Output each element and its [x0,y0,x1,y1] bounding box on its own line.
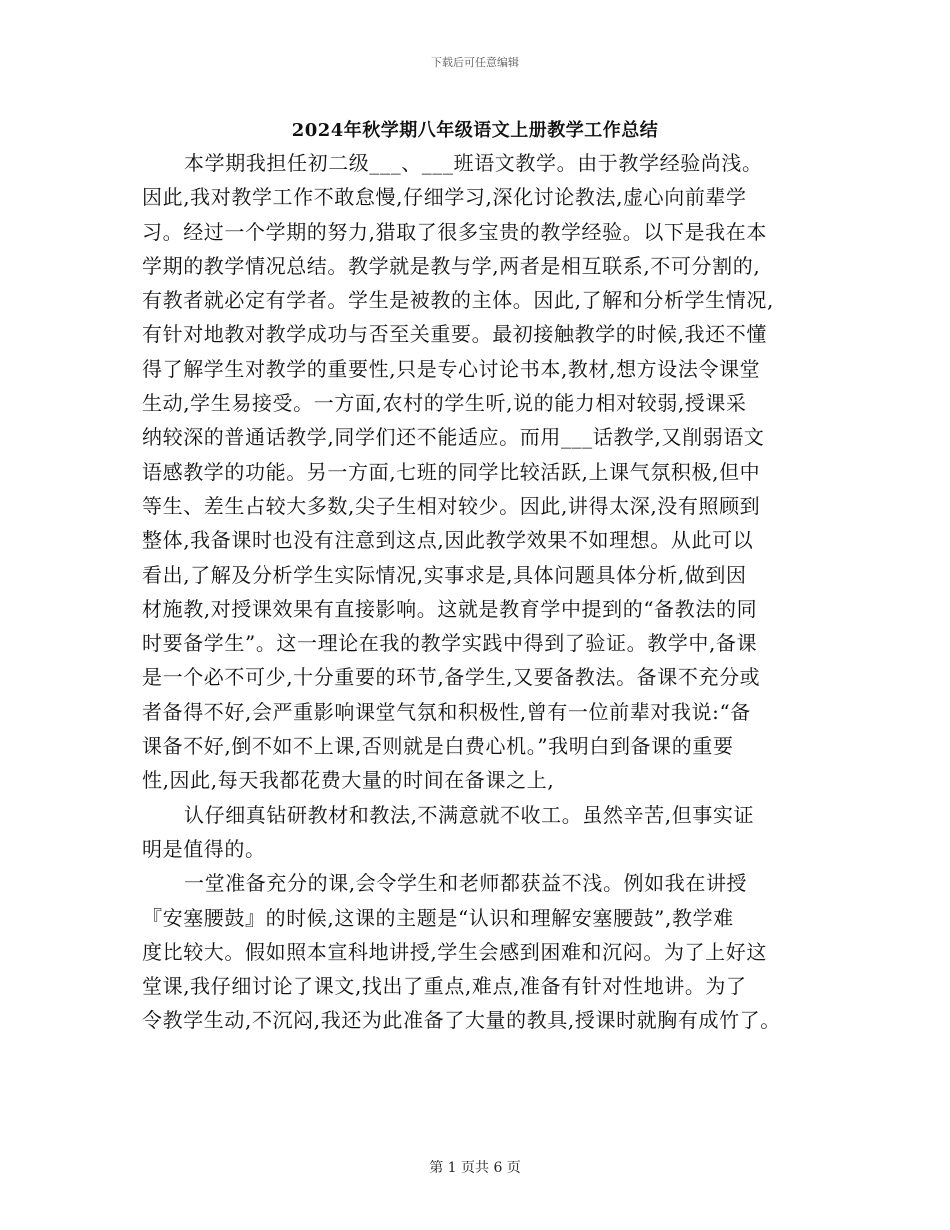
paragraph-line: 学期的教学情况总结。教学就是教与学,两者是相互联系,不可分割的, [142,253,761,278]
paragraph-line: 一堂准备充分的课,会令学生和老师都获益不浅。例如我在讲授 [184,871,748,896]
paragraph-line: 者备得不好,会严重影响课堂气氛和积极性,曾有一位前辈对我说:“备 [142,699,751,724]
paragraph-line: 整体,我备课时也没有注意到这点,因此教学效果不如理想。从此可以 [142,528,754,553]
paragraph-line: 时要备学生”。这一理论在我的教学实践中得到了验证。教学中,备课 [142,631,758,656]
page-header-note: 下载后可任意编辑 [431,56,519,69]
paragraph-line: 语感教学的功能。另一方面,七班的同学比较活跃,上课气氛积极,但中 [142,459,761,484]
paragraph-line: 明是值得的。 [142,836,266,861]
paragraph-line: 度比较大。假如照本宣科地讲授,学生会感到困难和沉闷。为了上好这 [142,939,767,964]
paragraph-line: 纳较深的普通话教学,同学们还不能适应。而用___话教学,又削弱语文 [142,425,765,450]
paragraph-line: 是一个必不可少,十分重要的环节,备学生,又要备教法。备课不充分或 [142,665,761,690]
paragraph-line: 堂课,我仔细讨论了课文,找出了重点,难点,准备有针对性地讲。为了 [142,974,747,999]
paragraph-line: 得了解学生对教学的重要性,只是专心讨论书本,教材,想方设法令课堂 [142,356,761,381]
paragraph-line: 课备不好,倒不如不上课,否则就是白费心机。”我明白到备课的重要 [142,734,734,759]
paragraph-line: 『安塞腰鼓』的时候,这课的主题是“认识和理解安塞腰鼓”,教学难 [142,905,734,930]
paragraph-line: 因此,我对教学工作不敢怠慢,仔细学习,深化讨论教法,虚心向前辈学 [142,185,747,210]
paragraph-line: 等生、差生占较大多数,尖子生相对较少。因此,讲得太深,没有照顾到 [142,493,761,518]
paragraph-line: 有针对地教对教学成功与否至关重要。最初接触教学的时候,我还不懂 [142,322,767,347]
paragraph-line: 令教学生动,不沉闷,我还为此准备了大量的教具,授课时就胸有成竹了。 [142,1008,781,1033]
paragraph-line: 有教者就必定有学者。学生是被教的主体。因此,了解和分析学生情况, [142,288,774,313]
paragraph-line: 生动,学生易接受。一方面,农村的学生听,说的能力相对较弱,授课采 [142,391,747,416]
paragraph-line: 性,因此,每天我都花费大量的时间在备课之上, [142,768,555,793]
document-title: 2024年秋学期八年级语文上册教学工作总结 [291,120,659,141]
paragraph-line: 材施教,对授课效果有直接影响。这就是教育学中提到的“备教法的同 [142,596,758,621]
paragraph-line: 认仔细真钻研教材和教法,不满意就不收工。虽然辛苦,但事实证 [184,802,755,827]
paragraph-line: 习。经过一个学期的努力,猎取了很多宝贵的教学经验。以下是我在本 [142,219,767,244]
paragraph-line: 看出,了解及分析学生实际情况,实事求是,具体问题具体分析,做到因 [142,562,747,587]
page-number: 第 1 页共 6 页 [429,1160,521,1176]
paragraph-line: 本学期我担任初二级___、___班语文教学。由于教学经验尚浅。 [184,151,763,175]
document-body [142,146,822,1038]
